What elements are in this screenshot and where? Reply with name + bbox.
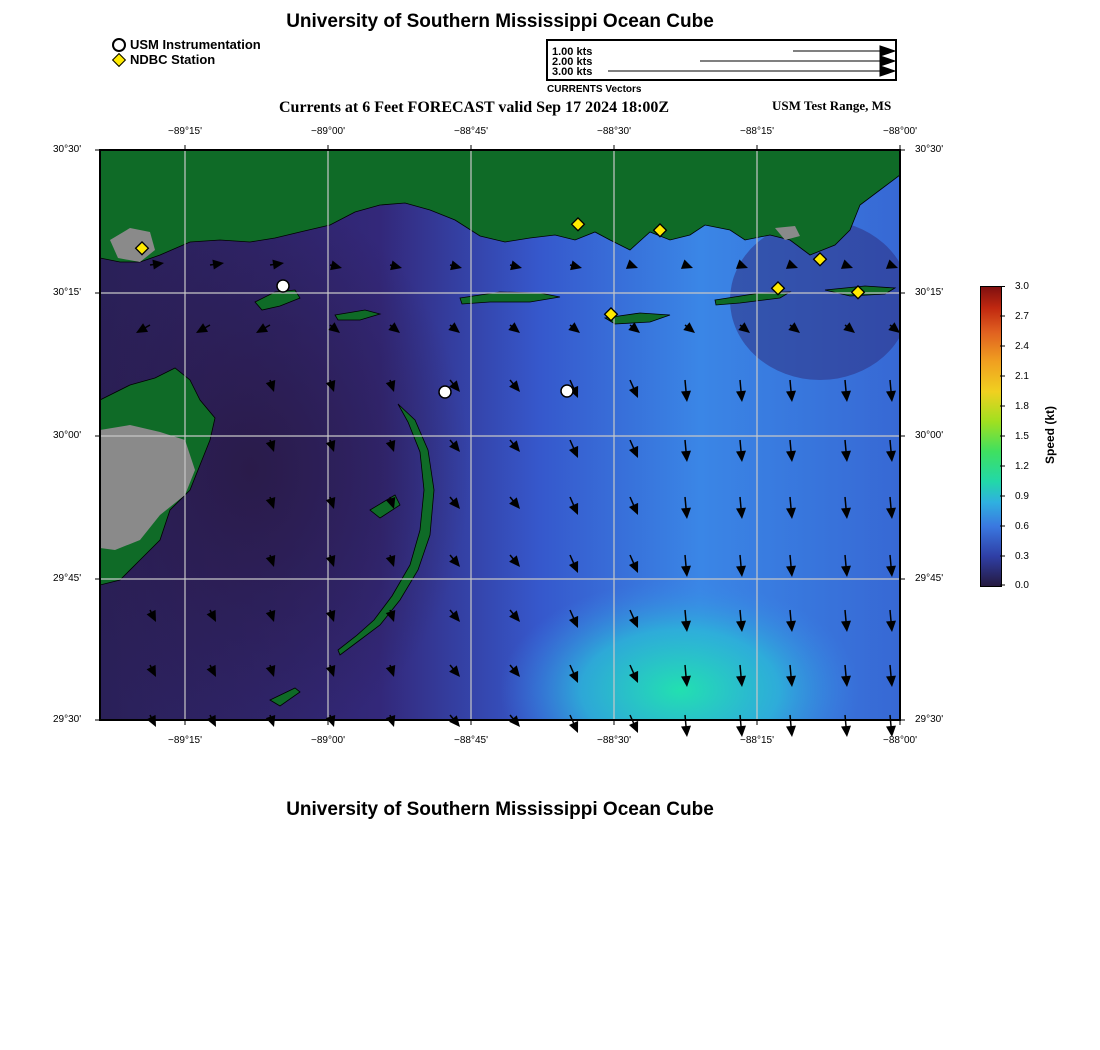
vector-arrowhead — [681, 726, 691, 737]
dark-water-region — [30, 190, 470, 750]
page-title: University of Southern Mississippi Ocean Cube — [286, 11, 714, 32]
colorbar-tick-2.4: 2.4 — [1015, 341, 1029, 352]
lon-tick-bottom-6: −88°00' — [883, 735, 917, 746]
colorbar-tick-0.3: 0.3 — [1015, 551, 1029, 562]
vector-arrowhead — [841, 726, 851, 737]
lon-tick-top-5: −88°15' — [740, 126, 774, 137]
lat-tick-left-4: 29°45' — [53, 573, 82, 584]
colorbar-tick-0.6: 0.6 — [1015, 521, 1029, 532]
lat-tick-left-3: 30°00' — [53, 430, 82, 441]
lat-tick-right-2: 30°15' — [915, 287, 944, 298]
colorbar-tick-1.8: 1.8 — [1015, 401, 1029, 412]
lon-tick-bottom-4: −88°30' — [597, 735, 631, 746]
range-label: USM Test Range, MS — [772, 98, 892, 113]
lon-tick-top-4: −88°30' — [597, 126, 631, 137]
forecast-subtitle: Currents at 6 Feet FORECAST valid Sep 17 2024 18:00Z — [279, 99, 670, 116]
colorbar-tick-3.0: 3.0 — [1015, 281, 1029, 292]
colorbar-label: Speed (kt) — [1043, 406, 1057, 465]
lon-tick-top-2: −89°00' — [311, 126, 345, 137]
lon-tick-bottom-3: −88°45' — [454, 735, 488, 746]
colorbar-tick-0.9: 0.9 — [1015, 491, 1029, 502]
lat-tick-left-5: 29°30' — [53, 714, 82, 725]
lat-tick-left-2: 30°15' — [53, 287, 82, 298]
lat-tick-left-1: 30°30' — [53, 144, 82, 155]
colorbar-tick-1.5: 1.5 — [1015, 431, 1029, 442]
colorbar-tick-2.1: 2.1 — [1015, 371, 1029, 382]
usm-station-marker[interactable] — [277, 280, 289, 292]
colorbar-tick-2.7: 2.7 — [1015, 311, 1029, 322]
legend-instrumentation-label: USM Instrumentation — [130, 37, 261, 52]
footer-title: University of Southern Mississippi Ocean Cube — [286, 799, 714, 820]
lon-tick-top-1: −89°15' — [168, 126, 202, 137]
lat-tick-right-5: 29°30' — [915, 714, 944, 725]
lon-tick-bottom-2: −89°00' — [311, 735, 345, 746]
usm-station-marker[interactable] — [561, 385, 573, 397]
lon-tick-bottom-5: −88°15' — [740, 735, 774, 746]
lon-tick-top-3: −88°45' — [454, 126, 488, 137]
vector-scale-2: 2.00 kts — [552, 56, 593, 68]
lat-tick-right-4: 29°45' — [915, 573, 944, 584]
vector-legend-title: CURRENTS Vectors — [547, 84, 642, 95]
vector-scale-1: 1.00 kts — [552, 46, 593, 58]
legend-ndbc-label: NDBC Station — [130, 52, 216, 67]
vector-scale-3: 3.00 kts — [552, 66, 593, 78]
colorbar-tick-0.0: 0.0 — [1015, 580, 1029, 591]
speed-colorbar — [980, 286, 1002, 587]
vector-arrowhead — [786, 726, 796, 737]
colorbar-ticks — [1000, 286, 1008, 586]
lat-tick-right-3: 30°00' — [915, 430, 944, 441]
lon-tick-top-6: −88°00' — [883, 126, 917, 137]
lon-tick-bottom-1: −89°15' — [168, 735, 202, 746]
usm-station-marker[interactable] — [439, 386, 451, 398]
lat-tick-right-1: 30°30' — [915, 144, 944, 155]
colorbar-tick-1.2: 1.2 — [1015, 461, 1029, 472]
